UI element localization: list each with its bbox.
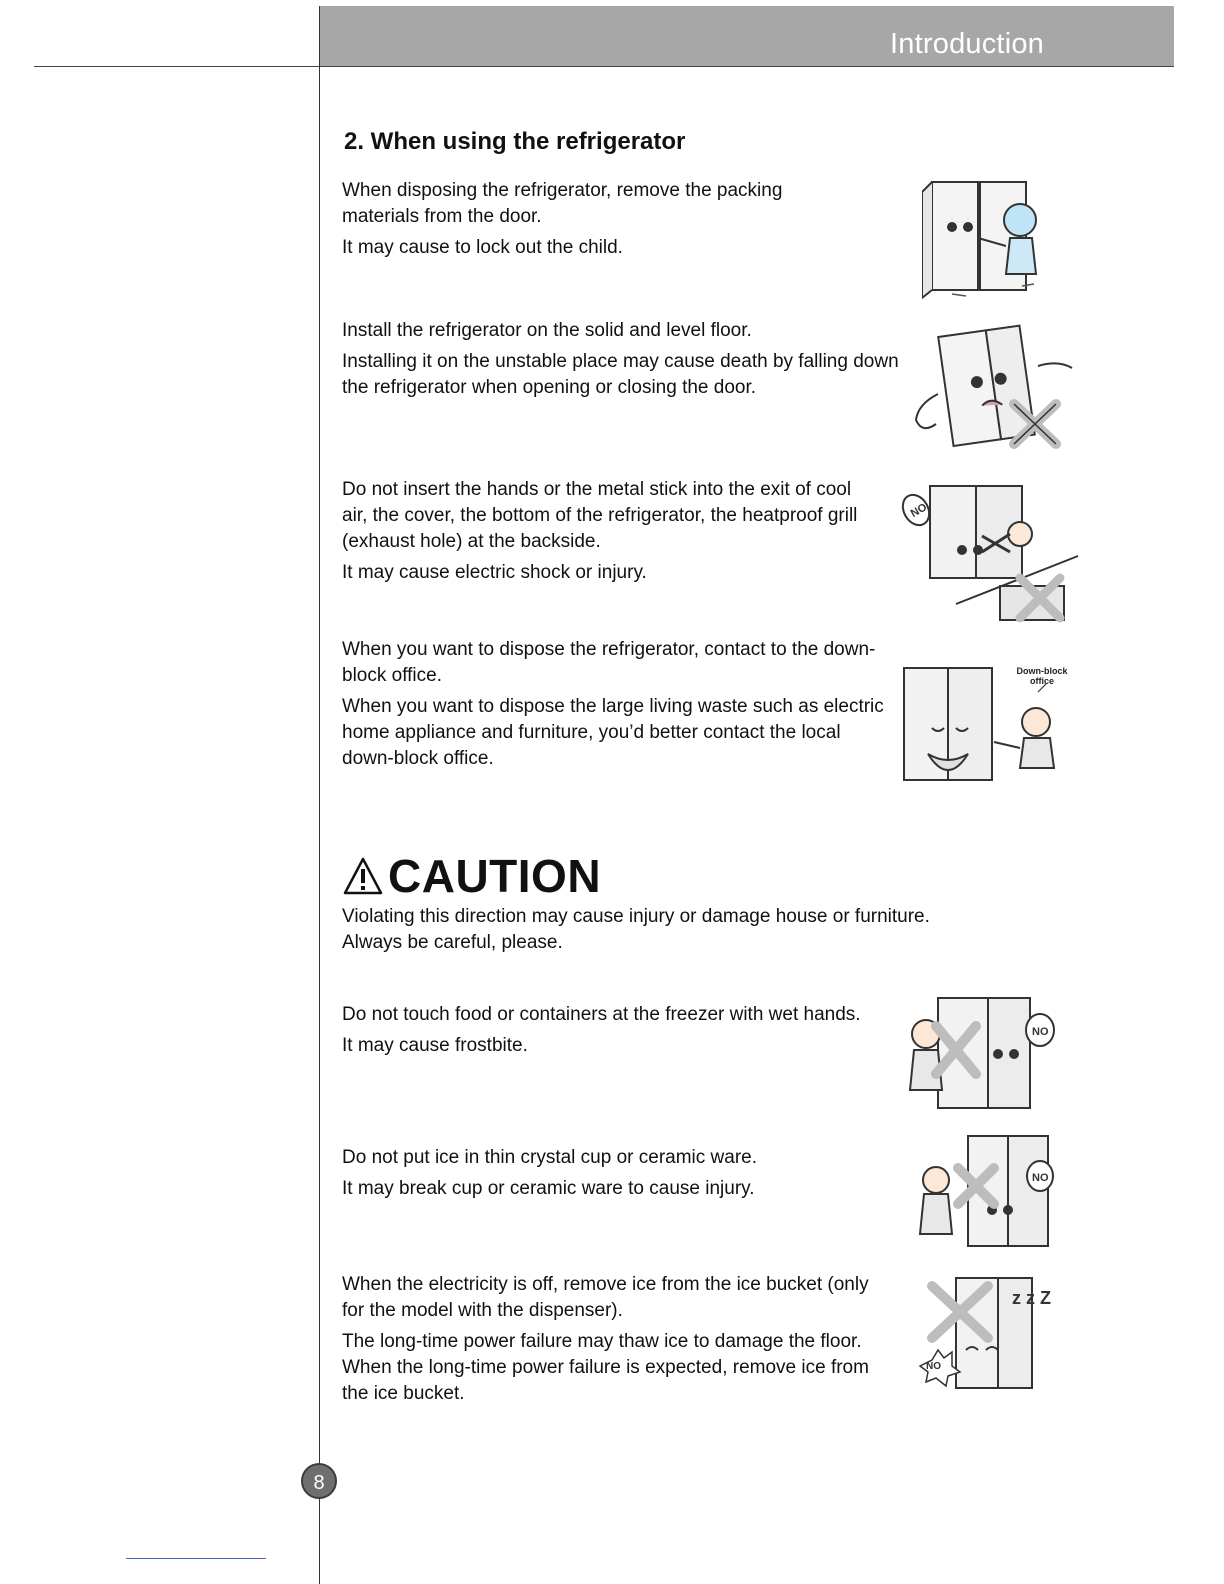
- section-title: 2. When using the refrigerator: [344, 128, 686, 155]
- warning-text: Do not insert the hands or the metal stick into the exit of cool air, the cover, the bottom of the refrigerator, the heatproof grill (exhaust hole) at the backside.: [342, 479, 858, 552]
- sleep-text: z z Z: [1012, 1288, 1051, 1308]
- warning-block: [342, 477, 872, 586]
- caution-block: [342, 1145, 862, 1202]
- caution-block: [342, 1272, 887, 1407]
- caution-description: [342, 904, 1042, 956]
- warning-block: [342, 637, 887, 772]
- no-badge: NO: [1032, 1172, 1049, 1184]
- svg-text:NO: NO: [908, 501, 930, 520]
- ice-in-glass-icon: [912, 1130, 1062, 1252]
- caution-description-line: Violating this direction may cause injury or damage house or furniture.: [342, 906, 930, 927]
- caution-consequence: It may break cup or ceramic ware to cause injury.: [342, 1178, 755, 1199]
- header-bar: [320, 6, 1174, 66]
- margin-rule: [319, 6, 320, 1584]
- warning-block: [342, 318, 902, 401]
- header-title: Introduction: [890, 28, 1044, 60]
- caution-consequence: It may cause frostbite.: [342, 1035, 528, 1056]
- caution-text: Do not touch food or containers at the freezer with wet hands.: [342, 1004, 861, 1025]
- caution-title: CAUTION: [388, 850, 602, 902]
- warning-text: When disposing the refrigerator, remove the packing materials from the door.: [342, 180, 783, 227]
- warning-consequence: It may cause electric shock or injury.: [342, 562, 647, 583]
- warning-triangle-icon: [342, 856, 384, 896]
- tipping-fridge-icon: [908, 320, 1080, 456]
- no-badge: NO: [926, 1361, 941, 1372]
- down-block-office-illustration: [898, 662, 1078, 790]
- warning-text: When you want to dispose the refrigerator, contact to the down-block office.: [342, 639, 876, 686]
- caution-text: When the electricity is off, remove ice from the ice bucket (only for the model with the dispenser).: [342, 1274, 869, 1321]
- warning-block: [342, 178, 842, 261]
- down-block-office-label: Down-block office: [1016, 666, 1068, 686]
- header-divider: [34, 66, 1174, 67]
- caution-text: Do not put ice in thin crystal cup or ceramic ware.: [342, 1147, 758, 1168]
- caution-block: [342, 1002, 862, 1059]
- no-badge: NO: [1032, 1026, 1049, 1038]
- power-failure-ice-bucket-icon: [912, 1274, 1064, 1400]
- footer-underline: [126, 1558, 266, 1559]
- hands-in-vent-icon: [890, 476, 1080, 636]
- caution-description-line: Always be careful, please.: [342, 932, 563, 953]
- warning-consequence: Installing it on the unstable place may cause death by falling down the refrigerator when opening or closing the door.: [342, 351, 899, 398]
- warning-consequence: It may cause to lock out the child.: [342, 237, 623, 258]
- wet-hands-freezer-icon: [898, 990, 1076, 1114]
- warning-consequence: When you want to dispose the large living waste such as electric home appliance and furniture, you’d better contact the local down-block office.: [342, 696, 884, 769]
- page-number: 8: [301, 1463, 337, 1499]
- child-at-fridge-door-icon: [922, 172, 1052, 300]
- caution-consequence: The long-time power failure may thaw ice to damage the floor. When the long-time power failure is expected, remove ice from the ice bucket.: [342, 1331, 869, 1404]
- caution-heading: [342, 848, 601, 904]
- warning-text: Install the refrigerator on the solid and level floor.: [342, 320, 752, 341]
